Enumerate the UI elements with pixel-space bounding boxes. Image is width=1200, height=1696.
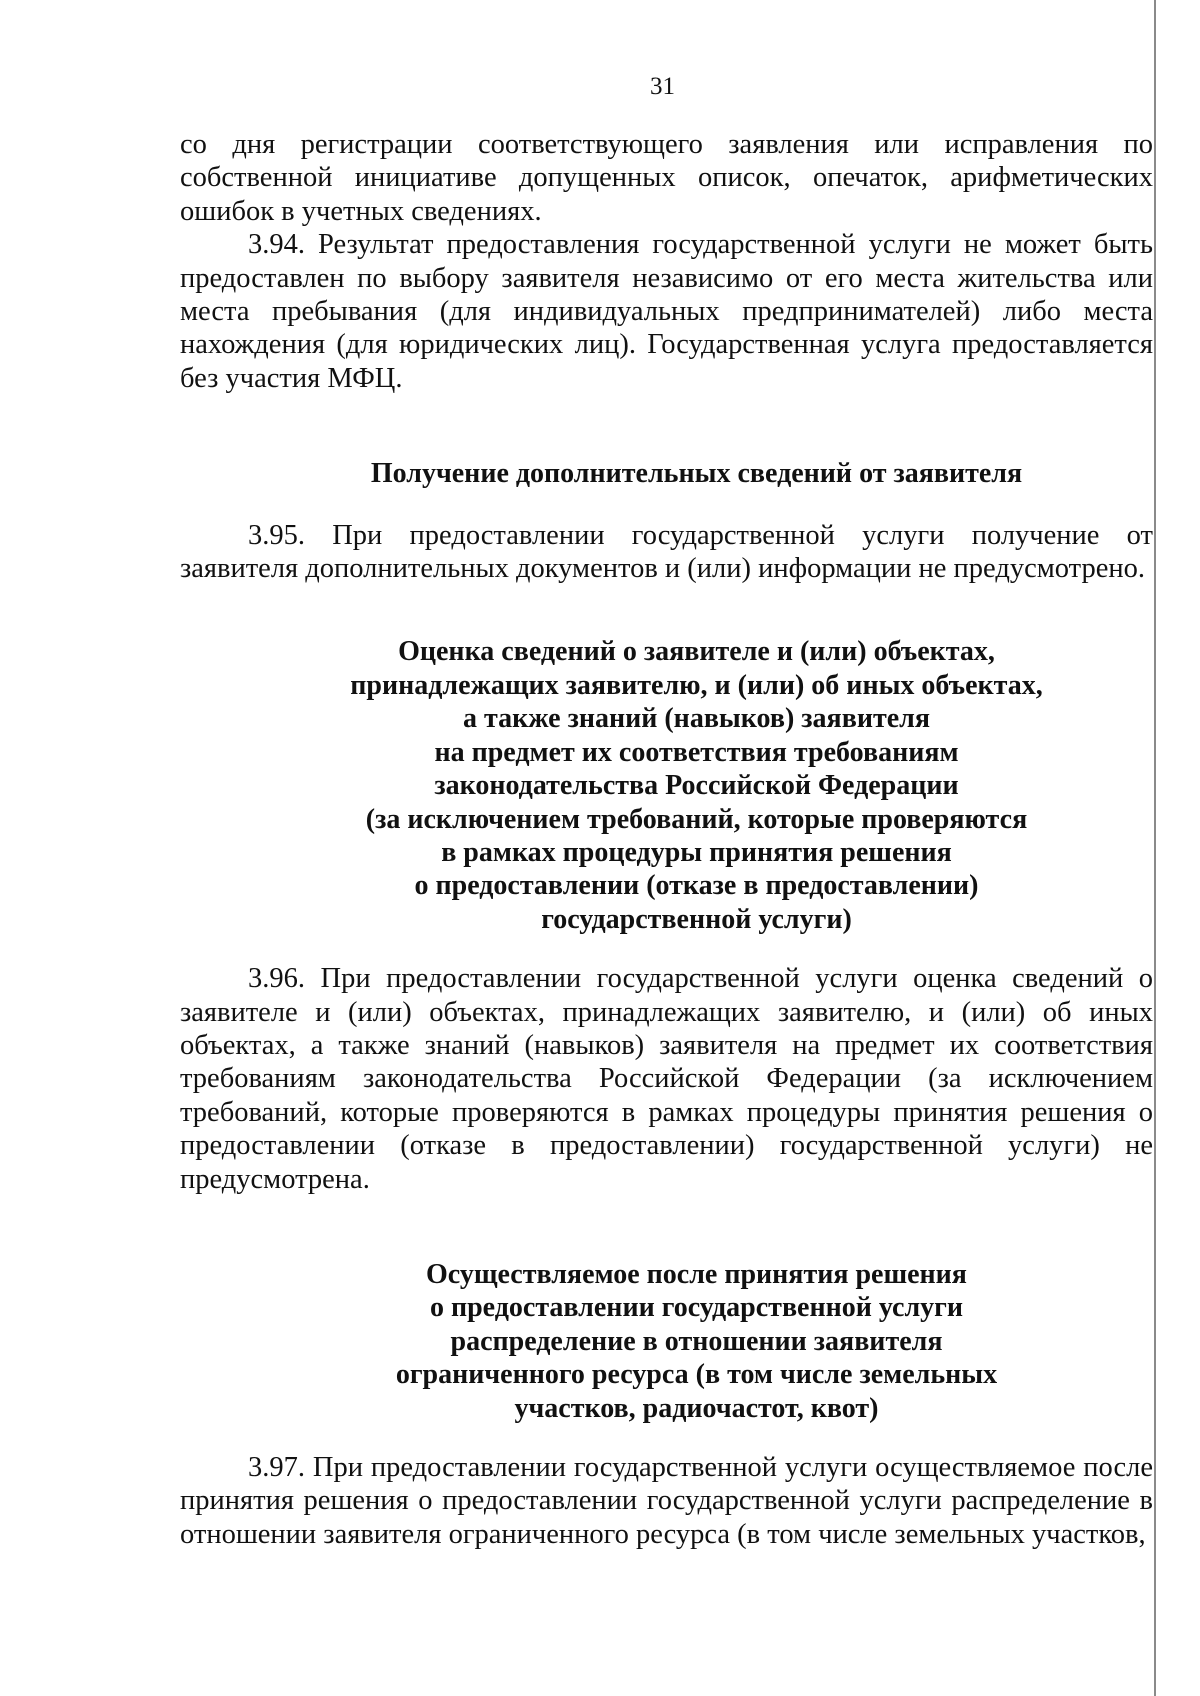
paragraph-continuation: со дня регистрации соответствующего заявления или исправления по собственной инициативе допущенных описок, опечаток, арифметических ошибок в учетных сведениях. [180, 129, 1153, 227]
heading-line: участков, радиочастот, квот) [514, 1392, 879, 1424]
heading-line: на предмет их соответствия требованиям [434, 736, 959, 768]
heading-line: распределение в отношении заявителя [450, 1325, 943, 1357]
paragraph-3-94: 3.94. Результат предоставления государственной услуги не может быть предоставлен по выбору заявителя независимо от его места жительства или места пребывания (для индивидуальных предпринимателей) либо места нахождения (для юридических лиц). Государственная услуга предоставляется без участия МФЦ. [180, 229, 1153, 394]
paragraph-3-96: 3.96. При предоставлении государственной услуги оценка сведений о заявителе и (или) объектах, принадлежащих заявителю, и (или) об иных объектах, а также знаний (навыков) заявителя на предмет их соответствия требованиям законодательства Российской Федерации (за исключением требований, которые проверяются в рамках процедуры принятия решения о предоставлении (отказе в предоставлении) государственной услуги) не предусмотрена. [180, 963, 1153, 1195]
heading-line: в рамках процедуры принятия решения [441, 836, 952, 868]
paragraph-3-95: 3.95. При предоставлении государственной услуги получение от заявителя дополнительных документов и (или) информации не предусмотрено. [180, 519, 1153, 585]
page-edge-line [1154, 0, 1156, 1696]
section-heading-additional-info: Получение дополнительных сведений от заявителя [370, 458, 1023, 490]
heading-line: законодательства Российской Федерации [434, 770, 959, 802]
heading-line: о предоставлении (отказе в предоставлении) [414, 870, 979, 902]
heading-line: ограниченного ресурса (в том числе земельных [395, 1359, 998, 1391]
page-number: 31 [650, 73, 675, 100]
heading-line: Оценка сведений о заявителе и (или) объектах, [398, 636, 995, 668]
heading-line: государственной услуги) [541, 903, 852, 935]
heading-line: о предоставлении государственной услуги [429, 1292, 964, 1324]
section-heading-resource-distribution [180, 1258, 1153, 1425]
document-body [180, 128, 1153, 1551]
heading-line: Осуществляемое после принятия решения [426, 1258, 967, 1290]
heading-line: принадлежащих заявителю, и (или) об иных объектах, [350, 669, 1043, 701]
heading-line: а также знаний (навыков) заявителя [462, 703, 931, 735]
heading-line: (за исключением требований, которые проверяются [365, 803, 1028, 835]
paragraph-3-97: 3.97. При предоставлении государственной услуги осуществляемое после принятия решения о предоставлении государственной услуги распределение в отношении заявителя ограниченного ресурса (в том числе земельных участков, [180, 1452, 1153, 1550]
section-heading-assessment [180, 635, 1153, 936]
